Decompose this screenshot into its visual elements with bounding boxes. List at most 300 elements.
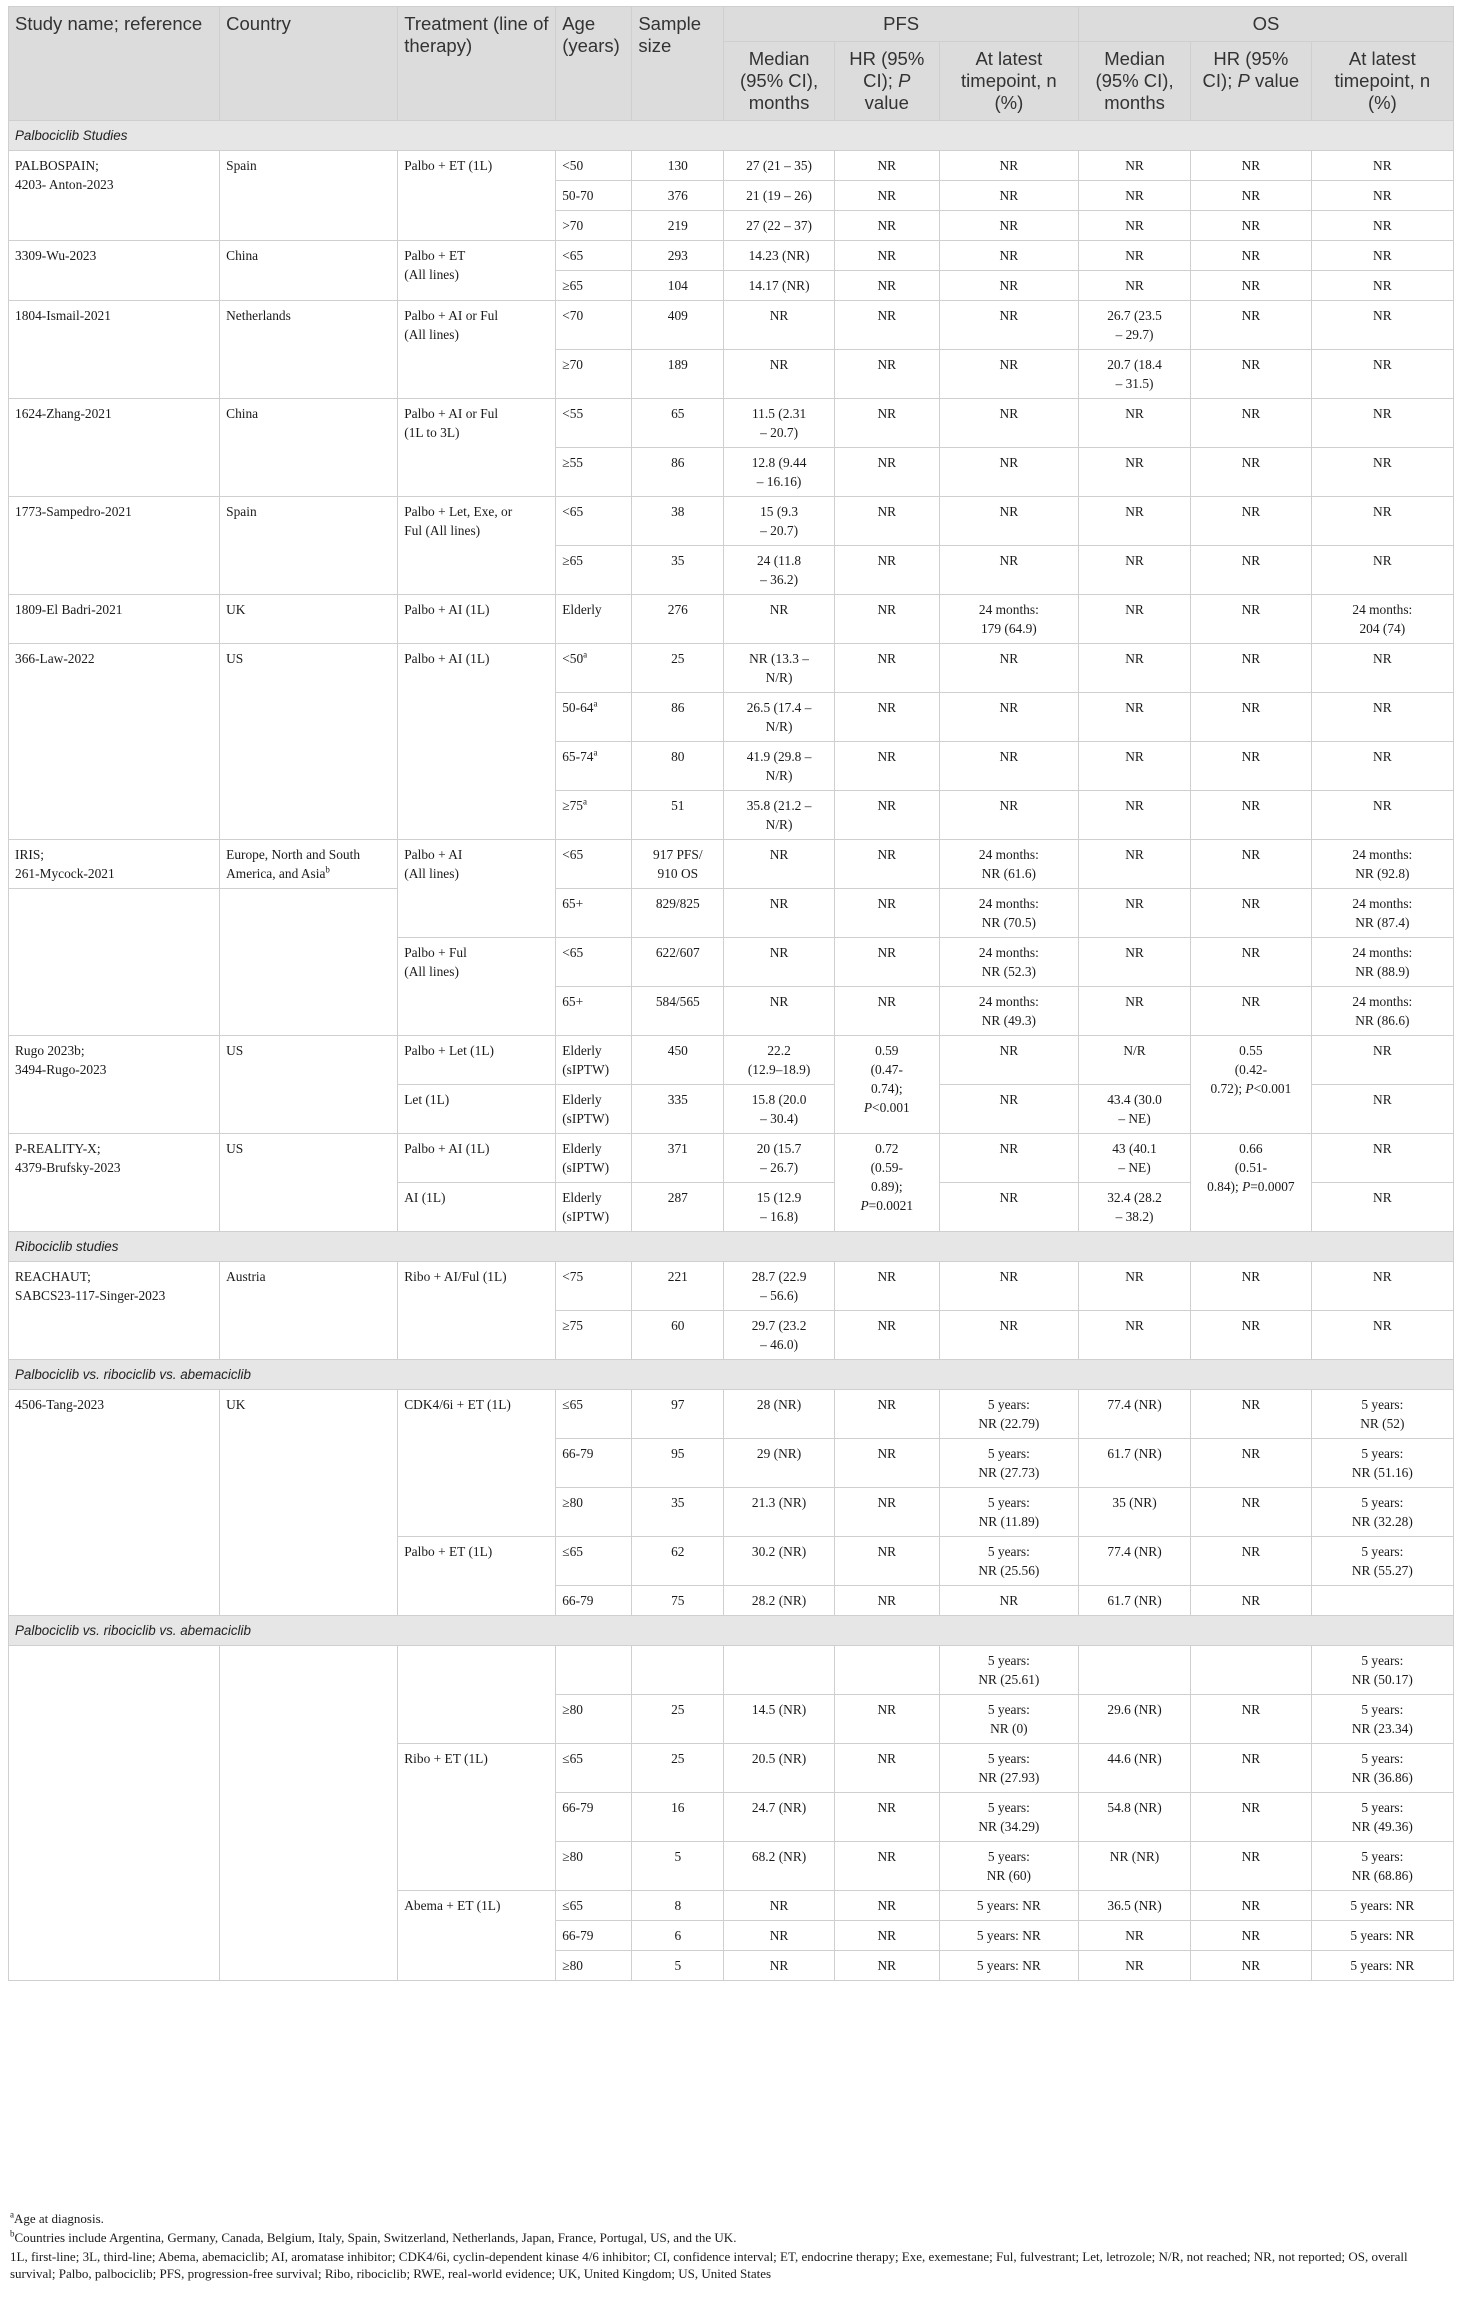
table-row bbox=[9, 1390, 1454, 1439]
cell-study: 1624-Zhang-2021 bbox=[9, 399, 220, 497]
cell-olat: 24 months: 204 (74) bbox=[1311, 595, 1453, 644]
cell-olat: 5 years: NR (23.34) bbox=[1311, 1695, 1453, 1744]
header-os-median: Median (95% CI), months bbox=[1079, 42, 1191, 121]
cell-n: 25 bbox=[632, 1744, 724, 1793]
cell-omed bbox=[1079, 1646, 1191, 1695]
table-row bbox=[9, 644, 1454, 693]
cell-country: Spain bbox=[220, 151, 398, 241]
cell-phr: NR bbox=[834, 840, 939, 889]
cell-plat: NR bbox=[939, 241, 1078, 271]
table-row bbox=[9, 595, 1454, 644]
cell-age: Elderly bbox=[556, 595, 632, 644]
cell-phr: NR bbox=[834, 1891, 939, 1921]
cell-empty bbox=[9, 1646, 220, 1981]
cell-plat: NR bbox=[939, 1262, 1078, 1311]
header-treatment: Treatment (line of therapy) bbox=[398, 7, 556, 121]
cell-phr: NR bbox=[834, 1695, 939, 1744]
cell-phr: NR bbox=[834, 211, 939, 241]
cell-omed: NR bbox=[1079, 742, 1191, 791]
cell-plat: NR bbox=[939, 791, 1078, 840]
table-row bbox=[9, 889, 1454, 938]
cell-age: $\ge 75^a$ bbox=[556, 791, 632, 840]
table-row bbox=[9, 301, 1454, 350]
cell-omed: NR bbox=[1079, 1921, 1191, 1951]
cell-pmed: 29.7 (23.2 – 46.0) bbox=[724, 1311, 835, 1360]
cell-pmed: 15 (9.3 – 20.7) bbox=[724, 497, 835, 546]
cell-pmed: NR bbox=[724, 1951, 835, 1981]
cell-n: 86 bbox=[632, 448, 724, 497]
table-body bbox=[9, 121, 1454, 1981]
cell-olat: NR bbox=[1311, 546, 1453, 595]
cell-age: <65 bbox=[556, 497, 632, 546]
cell-ohr: NR bbox=[1191, 546, 1312, 595]
cell-age: ≤65 bbox=[556, 1744, 632, 1793]
cell-plat: NR bbox=[939, 1085, 1078, 1134]
cell-olat: NR bbox=[1311, 497, 1453, 546]
cell-n: 75 bbox=[632, 1586, 724, 1616]
cell-pmed: 21.3 (NR) bbox=[724, 1488, 835, 1537]
cell-olat: NR bbox=[1311, 791, 1453, 840]
cell-phr: NR bbox=[834, 987, 939, 1036]
cell-plat: NR bbox=[939, 693, 1078, 742]
cell-phr: NR bbox=[834, 644, 939, 693]
cell-olat: NR bbox=[1311, 644, 1453, 693]
cell-plat: 5 years: NR (60) bbox=[939, 1842, 1078, 1891]
cell-age: <75 bbox=[556, 1262, 632, 1311]
footnote-abbreviations: 1L, first-line; 3L, third-line; Abema, abemaciclib; AI, aromatase inhibitor; CDK4/6i, cyclin-dependent kinase 4/6 inhibitor; CI, confidence interval; ET, endocrine therapy; Exe, exemestane; Ful, fulvestrant; Let, letrozole; N/R, not reached; NR, not reported; OS, overall survival; Palbo, palbociclib; PFS, progression-free survival; Ribo, ribociclib; RWE, real-world evidence; UK, United Kingdom; US, United States bbox=[10, 2249, 1408, 2281]
cell-pmed: 21 (19 – 26) bbox=[724, 181, 835, 211]
cell-plat: 5 years: NR bbox=[939, 1891, 1078, 1921]
cell-n: 130 bbox=[632, 151, 724, 181]
cell-age: <55 bbox=[556, 399, 632, 448]
cell-n: 450 bbox=[632, 1036, 724, 1085]
table-row bbox=[9, 1646, 1454, 1695]
cell-pmed: 41.9 (29.8 – N/R) bbox=[724, 742, 835, 791]
cell-country: China bbox=[220, 399, 398, 497]
cell-omed: NR bbox=[1079, 1262, 1191, 1311]
table-row bbox=[9, 1134, 1454, 1183]
cell-omed: NR (NR) bbox=[1079, 1842, 1191, 1891]
cell-n: 35 bbox=[632, 546, 724, 595]
cell-omed: NR bbox=[1079, 693, 1191, 742]
cell-pmed: NR bbox=[724, 1891, 835, 1921]
cell-age: Elderly (sIPTW) bbox=[556, 1183, 632, 1232]
cell-omed: NR bbox=[1079, 987, 1191, 1036]
cell-phr: NR bbox=[834, 1439, 939, 1488]
cell-age: <70 bbox=[556, 301, 632, 350]
table-row bbox=[9, 151, 1454, 181]
cell-plat: 5 years: NR (0) bbox=[939, 1695, 1078, 1744]
cell-ohr: NR bbox=[1191, 301, 1312, 350]
cell-olat: NR bbox=[1311, 1134, 1453, 1183]
cell-olat: NR bbox=[1311, 1262, 1453, 1311]
cell-pmed bbox=[724, 1646, 835, 1695]
cell-olat: NR bbox=[1311, 271, 1453, 301]
cell-treatment: Palbo + Ful (All lines) bbox=[398, 938, 556, 1036]
cell-pmed: 30.2 (NR) bbox=[724, 1537, 835, 1586]
cell-phr: 0.72 (0.59- 0.89); P=0.0021 bbox=[834, 1134, 939, 1232]
footnote-a: $^a$Age at diagnosis. bbox=[10, 2209, 104, 2226]
cell-ohr: NR bbox=[1191, 1586, 1312, 1616]
cell-pmed: NR bbox=[724, 350, 835, 399]
cell-n: 917 PFS/ 910 OS bbox=[632, 840, 724, 889]
cell-treatment: Palbo + AI or Ful (1L to 3L) bbox=[398, 399, 556, 497]
cell-treatment: CDK4/6i + ET (1L) bbox=[398, 1390, 556, 1537]
cell-olat: NR bbox=[1311, 211, 1453, 241]
cell-pmed: 22.2 (12.9–18.9) bbox=[724, 1036, 835, 1085]
cell-pmed: NR bbox=[724, 889, 835, 938]
cell-pmed: NR bbox=[724, 987, 835, 1036]
cell-olat: 5 years: NR (49.36) bbox=[1311, 1793, 1453, 1842]
cell-phr: NR bbox=[834, 448, 939, 497]
cell-pmed: 35.8 (21.2 – N/R) bbox=[724, 791, 835, 840]
cell-treatment: Palbo + Let (1L) bbox=[398, 1036, 556, 1085]
cell-ohr: NR bbox=[1191, 399, 1312, 448]
footnotes bbox=[10, 2210, 1450, 2284]
cell-pmed: 68.2 (NR) bbox=[724, 1842, 835, 1891]
cell-age: ≥80 bbox=[556, 1488, 632, 1537]
cell-ohr: NR bbox=[1191, 271, 1312, 301]
cell-phr: NR bbox=[834, 271, 939, 301]
cell-pmed: 20.5 (NR) bbox=[724, 1744, 835, 1793]
header-row-1 bbox=[9, 7, 1454, 42]
cell-phr: NR bbox=[834, 1951, 939, 1981]
cell-olat: 5 years: NR (51.16) bbox=[1311, 1439, 1453, 1488]
cell-omed: 61.7 (NR) bbox=[1079, 1439, 1191, 1488]
cell-age: 66-79 bbox=[556, 1921, 632, 1951]
cell-age: 65-74$^a$ bbox=[556, 742, 632, 791]
cell-n: 60 bbox=[632, 1311, 724, 1360]
cell-age: ≥65 bbox=[556, 271, 632, 301]
cell-n: 189 bbox=[632, 350, 724, 399]
cell-omed: NR bbox=[1079, 644, 1191, 693]
cell-country: US bbox=[220, 644, 398, 840]
cell-omed: NR bbox=[1079, 546, 1191, 595]
cell-n: 95 bbox=[632, 1439, 724, 1488]
cell-olat: NR bbox=[1311, 151, 1453, 181]
cell-n: 376 bbox=[632, 181, 724, 211]
cell-omed: NR bbox=[1079, 840, 1191, 889]
cell-empty bbox=[220, 889, 398, 1036]
cell-plat: NR bbox=[939, 1036, 1078, 1085]
cell-age: ≥80 bbox=[556, 1695, 632, 1744]
cell-ohr: NR bbox=[1191, 644, 1312, 693]
cell-omed: 61.7 (NR) bbox=[1079, 1586, 1191, 1616]
cell-omed: NR bbox=[1079, 889, 1191, 938]
cell-omed: NR bbox=[1079, 1311, 1191, 1360]
cell-country: China bbox=[220, 241, 398, 301]
cell-age: >70 bbox=[556, 211, 632, 241]
cell-olat: 5 years: NR (36.86) bbox=[1311, 1744, 1453, 1793]
cell-plat: 5 years: NR (27.73) bbox=[939, 1439, 1078, 1488]
header-os: OS bbox=[1079, 7, 1454, 42]
cell-study: 1773-Sampedro-2021 bbox=[9, 497, 220, 595]
cell-empty bbox=[220, 1646, 398, 1981]
cell-phr: NR bbox=[834, 1744, 939, 1793]
cell-phr: NR bbox=[834, 693, 939, 742]
cell-n: 287 bbox=[632, 1183, 724, 1232]
cell-plat: NR bbox=[939, 181, 1078, 211]
cell-omed: 43.4 (30.0 – NE) bbox=[1079, 1085, 1191, 1134]
cell-n: 293 bbox=[632, 241, 724, 271]
cell-ohr: NR bbox=[1191, 151, 1312, 181]
table-row bbox=[9, 1262, 1454, 1311]
cell-pmed: 11.5 (2.31 – 20.7) bbox=[724, 399, 835, 448]
cell-plat: 24 months: NR (49.3) bbox=[939, 987, 1078, 1036]
cell-age: Elderly (sIPTW) bbox=[556, 1085, 632, 1134]
cell-phr bbox=[834, 1646, 939, 1695]
cell-country: Austria bbox=[220, 1262, 398, 1360]
cell-phr: NR bbox=[834, 1793, 939, 1842]
cell-pmed: 26.5 (17.4 – N/R) bbox=[724, 693, 835, 742]
section-heading: Palbociclib vs. ribociclib vs. abemaciclib bbox=[9, 1616, 1454, 1646]
section-row bbox=[9, 121, 1454, 151]
cell-ohr: NR bbox=[1191, 889, 1312, 938]
cell-omed: N/R bbox=[1079, 1036, 1191, 1085]
cell-pmed: 14.5 (NR) bbox=[724, 1695, 835, 1744]
cell-n: 5 bbox=[632, 1842, 724, 1891]
header-sample-size: Sample size bbox=[632, 7, 724, 121]
cell-plat: 5 years: NR (25.56) bbox=[939, 1537, 1078, 1586]
cell-study: 1804-Ismail-2021 bbox=[9, 301, 220, 399]
cell-omed: 36.5 (NR) bbox=[1079, 1891, 1191, 1921]
cell-study: PALBOSPAIN; 4203- Anton-2023 bbox=[9, 151, 220, 241]
cell-treatment: Palbo + AI (1L) bbox=[398, 595, 556, 644]
cell-phr: NR bbox=[834, 742, 939, 791]
cell-treatment: AI (1L) bbox=[398, 1183, 556, 1232]
cell-study: Rugo 2023b; 3494-Rugo-2023 bbox=[9, 1036, 220, 1134]
cell-pmed: 29 (NR) bbox=[724, 1439, 835, 1488]
cell-olat: 5 years: NR bbox=[1311, 1951, 1453, 1981]
cell-n: 622/607 bbox=[632, 938, 724, 987]
cell-n: 25 bbox=[632, 1695, 724, 1744]
cell-olat: 24 months: NR (87.4) bbox=[1311, 889, 1453, 938]
cell-n: 6 bbox=[632, 1921, 724, 1951]
cell-n: 335 bbox=[632, 1085, 724, 1134]
cell-omed: 44.6 (NR) bbox=[1079, 1744, 1191, 1793]
cell-phr: NR bbox=[834, 1842, 939, 1891]
cell-n: 80 bbox=[632, 742, 724, 791]
cell-pmed: NR bbox=[724, 1921, 835, 1951]
cell-treatment: Palbo + AI (1L) bbox=[398, 1134, 556, 1183]
cell-ohr: NR bbox=[1191, 1311, 1312, 1360]
cell-plat: 24 months: 179 (64.9) bbox=[939, 595, 1078, 644]
cell-age: 65+ bbox=[556, 987, 632, 1036]
cell-n: 86 bbox=[632, 693, 724, 742]
cell-plat: NR bbox=[939, 497, 1078, 546]
cell-ohr: NR bbox=[1191, 497, 1312, 546]
cell-ohr: NR bbox=[1191, 211, 1312, 241]
cell-olat bbox=[1311, 1586, 1453, 1616]
cell-study: 4506-Tang-2023 bbox=[9, 1390, 220, 1616]
cell-phr: NR bbox=[834, 1390, 939, 1439]
cell-phr: NR bbox=[834, 1537, 939, 1586]
cell-age: ≥80 bbox=[556, 1842, 632, 1891]
cell-age: ≥65 bbox=[556, 546, 632, 595]
cell-ohr: NR bbox=[1191, 1842, 1312, 1891]
cell-omed: 26.7 (23.5 – 29.7) bbox=[1079, 301, 1191, 350]
cell-ohr: NR bbox=[1191, 595, 1312, 644]
cell-plat: NR bbox=[939, 271, 1078, 301]
header-country: Country bbox=[220, 7, 398, 121]
cell-plat: 5 years: NR (25.61) bbox=[939, 1646, 1078, 1695]
cell-treatment: Palbo + ET (1L) bbox=[398, 1537, 556, 1616]
section-heading: Palbociclib Studies bbox=[9, 121, 1454, 151]
cell-ohr: NR bbox=[1191, 1262, 1312, 1311]
cell-ohr: NR bbox=[1191, 1537, 1312, 1586]
cell-phr: NR bbox=[834, 151, 939, 181]
cell-n: 221 bbox=[632, 1262, 724, 1311]
cell-age: ≥80 bbox=[556, 1951, 632, 1981]
cell-plat: 24 months: NR (52.3) bbox=[939, 938, 1078, 987]
cell-study: 366-Law-2022 bbox=[9, 644, 220, 840]
cell-pmed: 14.23 (NR) bbox=[724, 241, 835, 271]
cell-plat: 5 years: NR (34.29) bbox=[939, 1793, 1078, 1842]
cell-age: 66-79 bbox=[556, 1439, 632, 1488]
cell-pmed: NR bbox=[724, 840, 835, 889]
table-row bbox=[9, 497, 1454, 546]
cell-phr: NR bbox=[834, 1921, 939, 1951]
cell-ohr: NR bbox=[1191, 840, 1312, 889]
cell-phr: NR bbox=[834, 181, 939, 211]
cell-age: ≥70 bbox=[556, 350, 632, 399]
cell-age: Elderly (sIPTW) bbox=[556, 1134, 632, 1183]
cell-omed: NR bbox=[1079, 181, 1191, 211]
cell-ohr bbox=[1191, 1646, 1312, 1695]
cell-study: 3309-Wu-2023 bbox=[9, 241, 220, 301]
cell-ohr: NR bbox=[1191, 181, 1312, 211]
cell-age: 66-79 bbox=[556, 1793, 632, 1842]
cell-plat: 5 years: NR bbox=[939, 1921, 1078, 1951]
table-row bbox=[9, 241, 1454, 271]
cell-olat: NR bbox=[1311, 1036, 1453, 1085]
cell-plat: 5 years: NR bbox=[939, 1951, 1078, 1981]
cell-omed: NR bbox=[1079, 241, 1191, 271]
cell-ohr: NR bbox=[1191, 1488, 1312, 1537]
cell-country: US bbox=[220, 1036, 398, 1134]
cell-plat: 5 years: NR (11.89) bbox=[939, 1488, 1078, 1537]
cell-n: 97 bbox=[632, 1390, 724, 1439]
cell-age: <65 bbox=[556, 840, 632, 889]
cell-pmed: 27 (22 – 37) bbox=[724, 211, 835, 241]
cell-ohr: NR bbox=[1191, 350, 1312, 399]
cell-plat: NR bbox=[939, 448, 1078, 497]
cell-age: $<50^a$ bbox=[556, 644, 632, 693]
cell-pmed: NR bbox=[724, 301, 835, 350]
cell-olat: 5 years: NR bbox=[1311, 1921, 1453, 1951]
cell-ohr: NR bbox=[1191, 987, 1312, 1036]
cell-treatment: Ribo + ET (1L) bbox=[398, 1744, 556, 1891]
cell-omed: 77.4 (NR) bbox=[1079, 1537, 1191, 1586]
cell-olat: 5 years: NR (32.28) bbox=[1311, 1488, 1453, 1537]
cell-phr: NR bbox=[834, 938, 939, 987]
section-row bbox=[9, 1616, 1454, 1646]
cell-olat: 5 years: NR bbox=[1311, 1891, 1453, 1921]
cell-omed: 77.4 (NR) bbox=[1079, 1390, 1191, 1439]
cell-plat: NR bbox=[939, 211, 1078, 241]
cell-treatment: Palbo + AI (1L) bbox=[398, 644, 556, 840]
cell-age: ≤65 bbox=[556, 1891, 632, 1921]
cell-olat: NR bbox=[1311, 742, 1453, 791]
cell-plat: NR bbox=[939, 546, 1078, 595]
cell-pmed: 14.17 (NR) bbox=[724, 271, 835, 301]
cell-omed: NR bbox=[1079, 211, 1191, 241]
cell-ohr: NR bbox=[1191, 1695, 1312, 1744]
cell-pmed: 24.7 (NR) bbox=[724, 1793, 835, 1842]
cell-pmed: 28.7 (22.9 – 56.6) bbox=[724, 1262, 835, 1311]
header-pfs-latest: At latest timepoint, n (%) bbox=[939, 42, 1078, 121]
cell-pmed: 15 (12.9 – 16.8) bbox=[724, 1183, 835, 1232]
header-pfs-hr: HR (95% CI); P value bbox=[834, 42, 939, 121]
cell-age: ≤65 bbox=[556, 1390, 632, 1439]
cell-age: ≥75 bbox=[556, 1311, 632, 1360]
cell-pmed: 12.8 (9.44 – 16.16) bbox=[724, 448, 835, 497]
cell-treatment: Palbo + ET (All lines) bbox=[398, 241, 556, 301]
cell-pmed: 15.8 (20.0 – 30.4) bbox=[724, 1085, 835, 1134]
cell-empty bbox=[9, 889, 220, 1036]
cell-olat: NR bbox=[1311, 693, 1453, 742]
cell-treatment: Palbo + AI (All lines) bbox=[398, 840, 556, 938]
cell-omed: 54.8 (NR) bbox=[1079, 1793, 1191, 1842]
cell-age: 66-79 bbox=[556, 1586, 632, 1616]
cell-ohr: NR bbox=[1191, 1891, 1312, 1921]
table-row bbox=[9, 840, 1454, 889]
cell-study: 1809-El Badri-2021 bbox=[9, 595, 220, 644]
section-heading: Palbociclib vs. ribociclib vs. abemaciclib bbox=[9, 1360, 1454, 1390]
cell-pmed: NR bbox=[724, 938, 835, 987]
cell-treatment: Ribo + AI/Ful (1L) bbox=[398, 1262, 556, 1360]
cell-plat: NR bbox=[939, 1134, 1078, 1183]
cell-n: 65 bbox=[632, 399, 724, 448]
cell-n: 38 bbox=[632, 497, 724, 546]
cell-ohr: NR bbox=[1191, 448, 1312, 497]
cell-omed: NR bbox=[1079, 497, 1191, 546]
table-row bbox=[9, 1036, 1454, 1085]
cell-country: US bbox=[220, 1134, 398, 1232]
cell-plat: NR bbox=[939, 301, 1078, 350]
cell-n: 104 bbox=[632, 271, 724, 301]
cell-study: IRIS; 261-Mycock-2021 bbox=[9, 840, 220, 889]
cell-treatment: Palbo + Let, Exe, or Ful (All lines) bbox=[398, 497, 556, 595]
cell-plat: NR bbox=[939, 1586, 1078, 1616]
cell-age: ≤65 bbox=[556, 1537, 632, 1586]
cell-omed: 20.7 (18.4 – 31.5) bbox=[1079, 350, 1191, 399]
cell-olat: 5 years: NR (68.86) bbox=[1311, 1842, 1453, 1891]
cell-olat: NR bbox=[1311, 399, 1453, 448]
cell-olat: NR bbox=[1311, 350, 1453, 399]
cell-omed: NR bbox=[1079, 595, 1191, 644]
cell-olat: NR bbox=[1311, 181, 1453, 211]
cell-olat: NR bbox=[1311, 1085, 1453, 1134]
cell-age bbox=[556, 1646, 632, 1695]
cell-ohr: NR bbox=[1191, 1390, 1312, 1439]
cell-country: Spain bbox=[220, 497, 398, 595]
cell-phr: NR bbox=[834, 301, 939, 350]
studies-table bbox=[8, 6, 1454, 1981]
cell-treatment: Palbo + AI or Ful (All lines) bbox=[398, 301, 556, 399]
cell-olat: 24 months: NR (92.8) bbox=[1311, 840, 1453, 889]
cell-pmed: 28.2 (NR) bbox=[724, 1586, 835, 1616]
header-pfs: PFS bbox=[724, 7, 1079, 42]
cell-ohr: 0.66 (0.51- 0.84); P=0.0007 bbox=[1191, 1134, 1312, 1232]
cell-olat: NR bbox=[1311, 448, 1453, 497]
cell-plat: 5 years: NR (22.79) bbox=[939, 1390, 1078, 1439]
cell-n: 371 bbox=[632, 1134, 724, 1183]
cell-age: 50-70 bbox=[556, 181, 632, 211]
cell-pmed: NR (13.3 – N/R) bbox=[724, 644, 835, 693]
cell-ohr: 0.55 (0.42- 0.72); P<0.001 bbox=[1191, 1036, 1312, 1134]
cell-country: Netherlands bbox=[220, 301, 398, 399]
